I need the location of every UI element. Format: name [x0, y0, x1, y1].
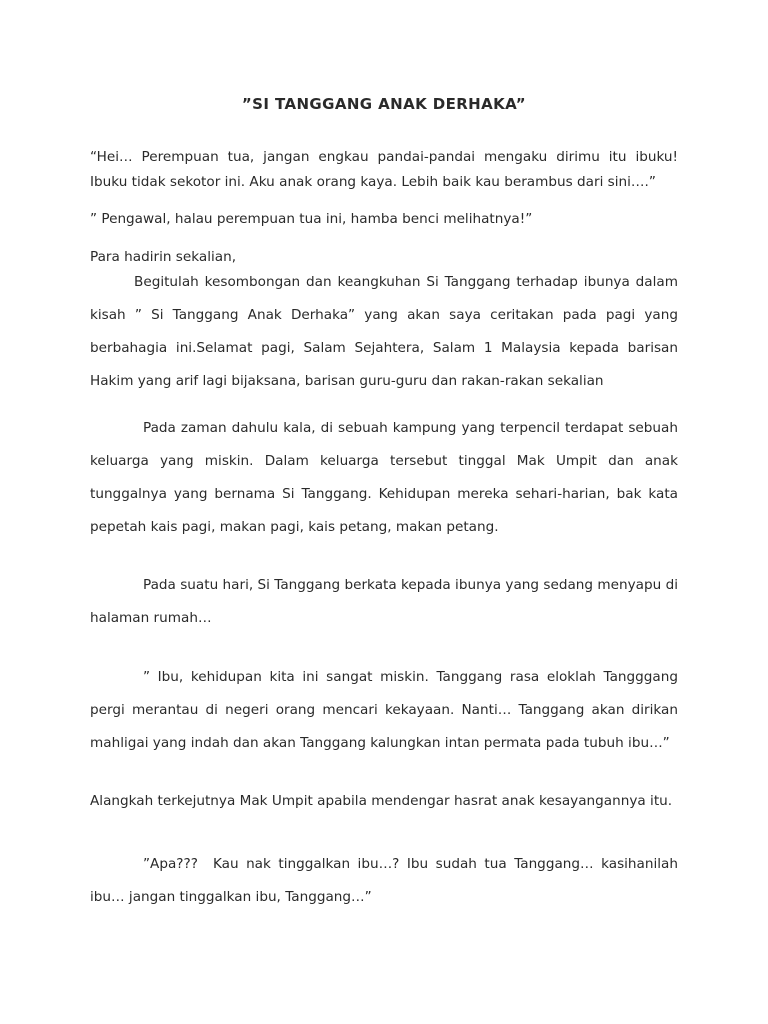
- paragraph-2: ” Pengawal, halau perempuan tua ini, hamba benci melihatnya!”: [90, 211, 533, 227]
- paragraph-7: ” Ibu, kehidupan kita ini sangat miskin. Tanggang rasa eloklah Tangggang pergi merantau di negeri orang mencari kekayaan. Nanti… Tanggang akan dirikan mahligai yang indah dan akan Tanggang kalungkan intan permata pada tubuh ibu…”: [90, 669, 678, 751]
- paragraph-5: Pada zaman dahulu kala, di sebuah kampung yang terpencil terdapat sebuah keluarga yang miskin. Dalam keluarga tersebut tinggal Mak Umpit dan anak tunggalnya yang bernama Si Tanggang. Kehidupan mereka sehari-harian, bak kata pepetah kais pagi, makan pagi, kais petang, makan petang.: [90, 420, 678, 535]
- paragraph-8: Alangkah terkejutnya Mak Umpit apabila mendengar hasrat anak kesayangannya itu.: [90, 793, 673, 809]
- paragraph-3: Para hadirin sekalian,: [90, 249, 237, 265]
- paragraph-1: “Hei… Perempuan tua, jangan engkau pandai-pandai mengaku dirimu itu ibuku! Ibuku tidak sekotor ini. Aku anak orang kaya. Lebih baik kau berambus dari sini….”: [90, 149, 678, 190]
- paragraph-4: Begitulah kesombongan dan keangkuhan Si Tanggang terhadap ibunya dalam kisah ” Si Tanggang Anak Derhaka” yang akan saya ceritakan pada pagi yang berbahagia ini.Selamat pagi, Salam Sejahtera, Salam 1 Malaysia kepada barisan Hakim yang arif lagi bijaksana, barisan guru-guru dan rakan-rakan sekalian: [90, 274, 678, 389]
- document-title: ”SI TANGGANG ANAK DERHAKA”: [241, 95, 527, 113]
- paragraph-9: ”Apa??? Kau nak tinggalkan ibu…? Ibu sudah tua Tanggang… kasihanilah ibu… jangan tinggalkan ibu, Tanggang…”: [90, 856, 678, 905]
- paragraph-6: Pada suatu hari, Si Tanggang berkata kepada ibunya yang sedang menyapu di halaman rumah…: [90, 577, 678, 626]
